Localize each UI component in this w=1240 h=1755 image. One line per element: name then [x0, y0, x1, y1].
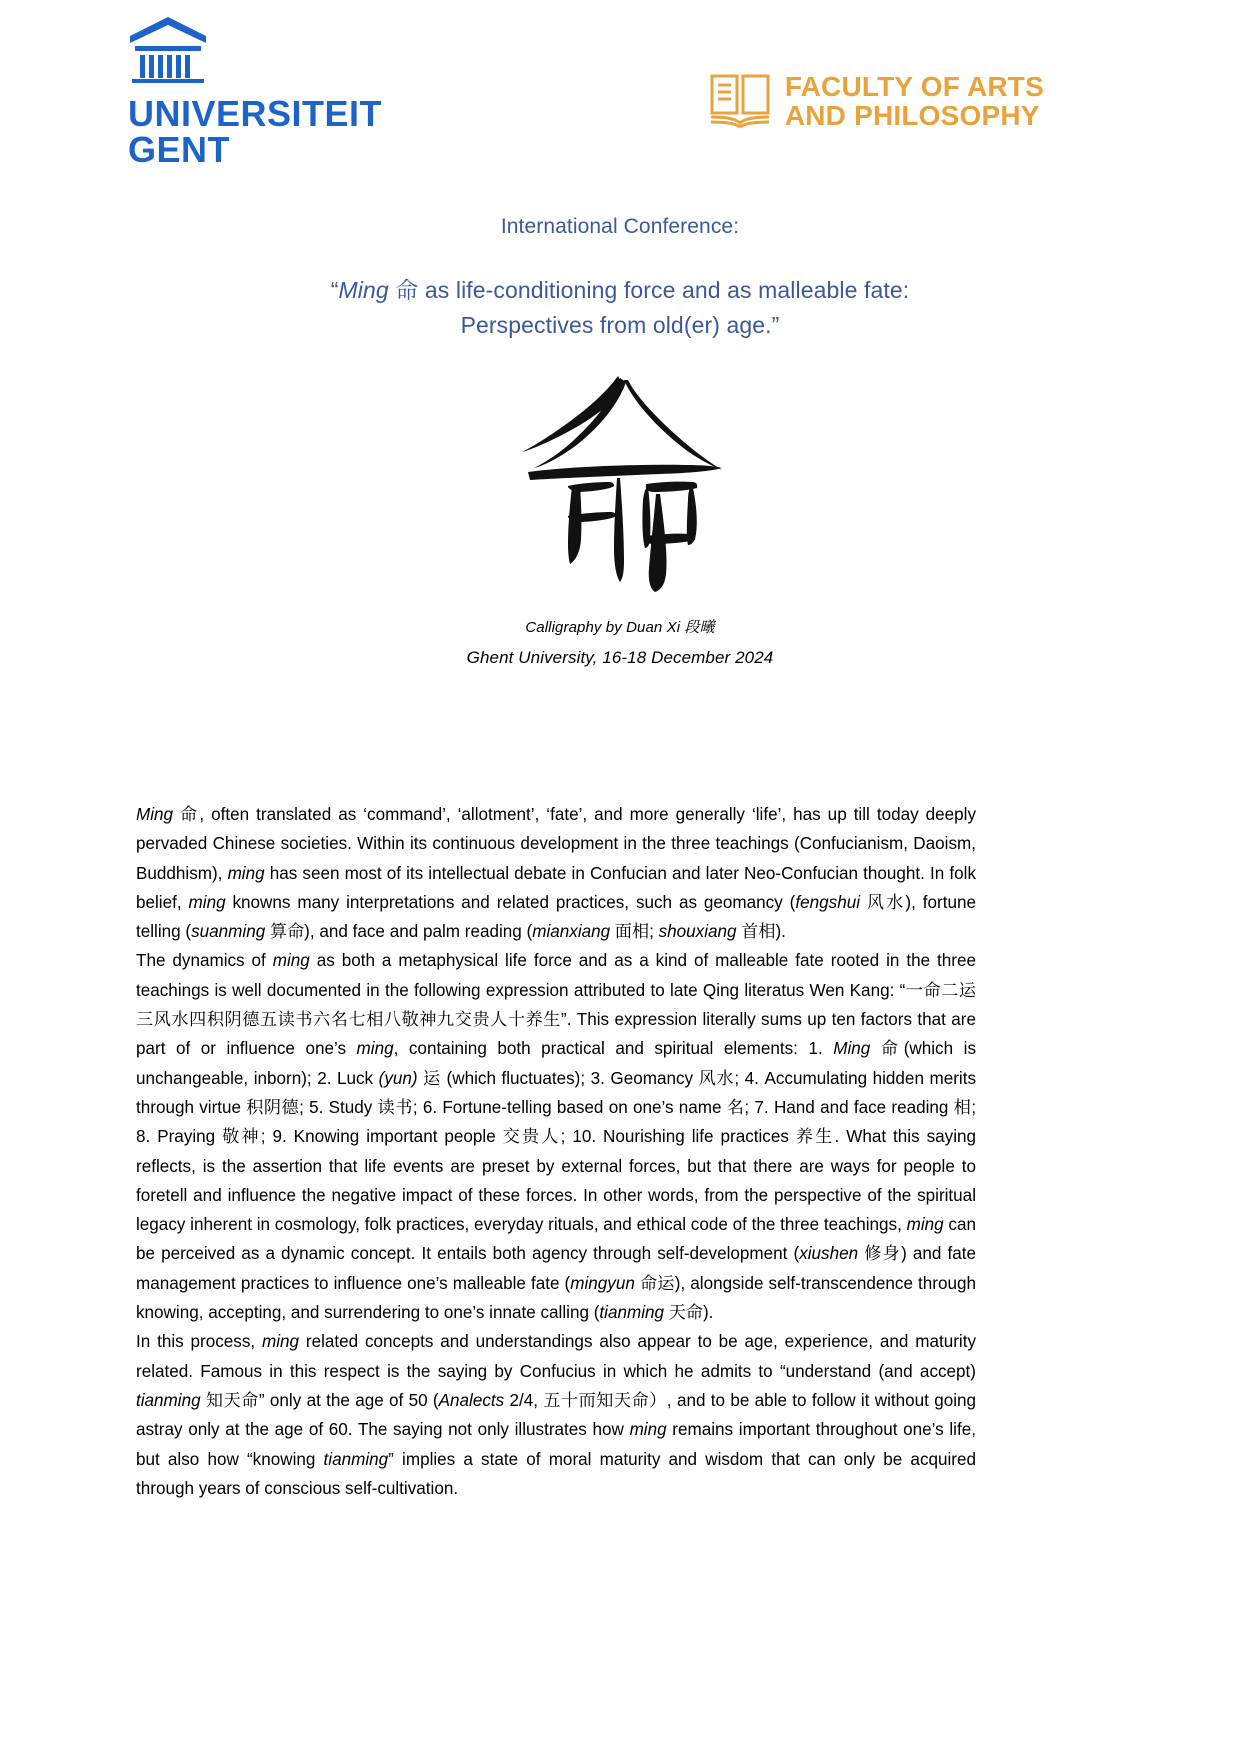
venue-and-date: Ghent University, 16-18 December 2024 [466, 648, 774, 667]
p1-seg10: ), fortune telling ( [136, 892, 976, 942]
p3-seg10: ）, and to be able to follow it without going astray only at the age of 60. The saying not only illustrates how [136, 1390, 977, 1440]
p3-seg1: In this process, [136, 1332, 262, 1352]
p2-seg35: mingyun [570, 1273, 635, 1293]
p1-seg17: shouxiang [658, 922, 737, 942]
faculty-of-arts-logo [709, 72, 1044, 130]
faculty-wordmark-line1: FACULTY OF ARTS [784, 71, 1044, 102]
p2-seg20: 名 [726, 1097, 745, 1117]
p2-seg23: ; 8. Praying [136, 1097, 977, 1147]
paragraph-3 [136, 1327, 976, 1503]
p2-seg21: ; 7. Hand and face reading [744, 1097, 954, 1117]
title-block [0, 212, 1240, 343]
p1-seg4: ming [227, 863, 265, 883]
p1-seg2: 命 [173, 805, 200, 824]
p2-seg40: ). [702, 1303, 714, 1323]
faculty-wordmark-line2: AND PHILOSOPHY [784, 100, 1040, 131]
p2-seg16: 积阴德 [246, 1097, 300, 1117]
p2-seg29: . What this saying reflects, is the assertion that life events are preset by external forces, but that there are ways for people to foretell and influence the negative impact of these forces. In other words, from the perspective of the spiritual legacy inherent in cosmology, folk practices, everyday rituals, and ethical code of the three teachings, [136, 1127, 977, 1235]
p2-seg14: 风水 [698, 1068, 735, 1088]
p2-seg19: ; 6. Fortune-telling based on one’s name [412, 1097, 727, 1117]
p1-seg1: Ming [136, 805, 174, 824]
p2-seg15: ; 4. Accumulating hidden merits through virtue [136, 1068, 977, 1117]
title-ming-han: 命 [388, 277, 419, 303]
p2-seg3: as both a metaphysical life force and as a kind of malleable fate rooted in the three teachings is well documented in the following expression attributed to late Qing literatus Wen Kang: “ [136, 951, 977, 1000]
p3-seg5: 知天命 [200, 1390, 259, 1410]
p3-seg8: 2/4, [504, 1390, 544, 1410]
greek-temple-icon [128, 14, 208, 86]
conference-label: International Conference: [500, 215, 740, 238]
p1-seg3: , often translated as ‘command’, ‘allotment’, ‘fate’, and more generally ‘life’, has up till today deeply pervaded Chinese societies. Within its continuous development in the three teachings (Confucianism, Daoism, Buddhism), [136, 805, 976, 883]
p2-seg1: The dynamics of [136, 951, 273, 971]
p2-seg37: ), alongside self-transcendence through knowing, accepting, and surrendering to one’s innate calling ( [136, 1273, 976, 1323]
p1-seg11: suanming [191, 922, 266, 942]
p2-seg33: 修身 [858, 1244, 902, 1264]
paragraph-2 [136, 946, 976, 1327]
p2-seg26: 交贵人 [502, 1127, 561, 1147]
p2-seg10: (which is unchangeable, inborn); 2. Luck [136, 1039, 976, 1088]
p1-seg13: ), and face and palm reading ( [304, 922, 533, 942]
p3-seg13: tianming [323, 1449, 389, 1469]
p3-seg9: 五十而知天命 [543, 1390, 650, 1410]
p3-seg6: ” only at the age of 50 ( [258, 1390, 439, 1410]
page-header [0, 0, 1240, 190]
page-title [0, 273, 1240, 343]
p1-seg19: ). [775, 922, 786, 942]
p3-seg14: ” implies a state of moral maturity and wisdom that can only be acquired through years of conscious self-cultivation. [136, 1449, 977, 1498]
calligraphy-block [0, 368, 1240, 637]
calligraphy-caption: Calligraphy by Duan Xi 段曦 [525, 619, 715, 636]
title-ming-italic: Ming [338, 277, 389, 303]
p2-seg36: 命运 [634, 1273, 675, 1293]
p2-seg39: 天命 [664, 1303, 703, 1323]
p3-seg7-analects: Analects [438, 1390, 505, 1410]
p2-seg7: , containing both practical and spiritual elements: 1. [393, 1039, 834, 1059]
p1-seg14: mianxiang [532, 922, 611, 942]
p2-seg18: 读书 [377, 1097, 413, 1117]
p2-seg12: 运 [417, 1068, 442, 1088]
ghent-university-logo [128, 14, 383, 170]
ghent-university-wordmark [128, 93, 383, 170]
p2-seg25: ; 9. Knowing important people [260, 1127, 503, 1147]
p2-seg17: ; 5. Study [299, 1097, 378, 1117]
p2-seg34: ) and fate management practices to influence one’s malleable fate ( [136, 1244, 977, 1293]
p2-seg28: 养生 [795, 1127, 835, 1147]
p2-seg27: ; 10. Nourishing life practices [560, 1127, 796, 1147]
p3-seg3: related concepts and understandings also appear to be age, experience, and maturity related. Famous in this respect is the saying by Confucius in which he admits to “understand (and accept) [136, 1332, 976, 1381]
p2-seg32: xiushen [799, 1244, 859, 1264]
title-line2: Perspectives from old(er) age.” [460, 312, 780, 338]
p1-seg8: fengshui [795, 892, 861, 912]
p2-seg9: 命 [870, 1039, 904, 1059]
p3-seg12: remains important throughout one’s life, but also how “knowing [136, 1420, 976, 1469]
p1-seg7: knowns many interpretations and related practices, such as geomancy ( [225, 892, 796, 912]
p1-seg6: ming [188, 892, 226, 912]
p2-seg5: ”. This expression literally sums up ten factors that are part of or influence one’s [136, 1010, 976, 1059]
p2-seg38: tianming [599, 1303, 665, 1323]
body-text [136, 800, 976, 1503]
p2-seg24: 敬神 [222, 1127, 261, 1147]
ming-calligraphy-icon [500, 368, 740, 598]
p2-seg13: (which fluctuates); 3. Geomancy [441, 1068, 699, 1088]
open-book-icon [709, 72, 771, 128]
p2-seg22: 相 [953, 1097, 972, 1117]
p2-seg31: can be perceived as a dynamic concept. It entails both agency through self-development ( [136, 1215, 976, 1264]
ghent-university-wordmark-line1: UNIVERSITEIT [128, 93, 383, 134]
p1-seg18: 首相 [736, 922, 776, 942]
title-open-quote: “ [330, 277, 339, 303]
p1-seg15: 面相 [610, 922, 650, 942]
p1-seg16: ; [649, 922, 659, 942]
p1-seg12: 算命 [265, 922, 305, 942]
faculty-of-arts-wordmark [785, 72, 1044, 130]
p2-seg4-chinese-quotation: 一命二运三风水四积阴德五读书六名七相八敬神九交贵人十养生 [136, 980, 977, 1030]
p2-seg30: ming [906, 1215, 944, 1235]
p3-seg2: ming [261, 1332, 300, 1352]
p2-seg11: (yun) [378, 1068, 418, 1088]
p2-seg8: Ming [833, 1039, 871, 1059]
p1-seg9: 风水 [860, 892, 906, 912]
ghent-university-wordmark-line2: GENT [128, 129, 231, 170]
title-line1-rest: as life-conditioning force and as malleable fate: [418, 277, 910, 303]
p3-seg11: ming [629, 1420, 667, 1440]
p2-seg2: ming [272, 951, 310, 971]
p3-seg4: tianming [136, 1390, 201, 1410]
paragraph-1 [136, 800, 976, 946]
p2-seg6: ming [356, 1039, 394, 1059]
p1-seg5: has seen most of its intellectual debate in Confucian and later Neo-Confucian thought. In folk belief, [136, 863, 976, 912]
